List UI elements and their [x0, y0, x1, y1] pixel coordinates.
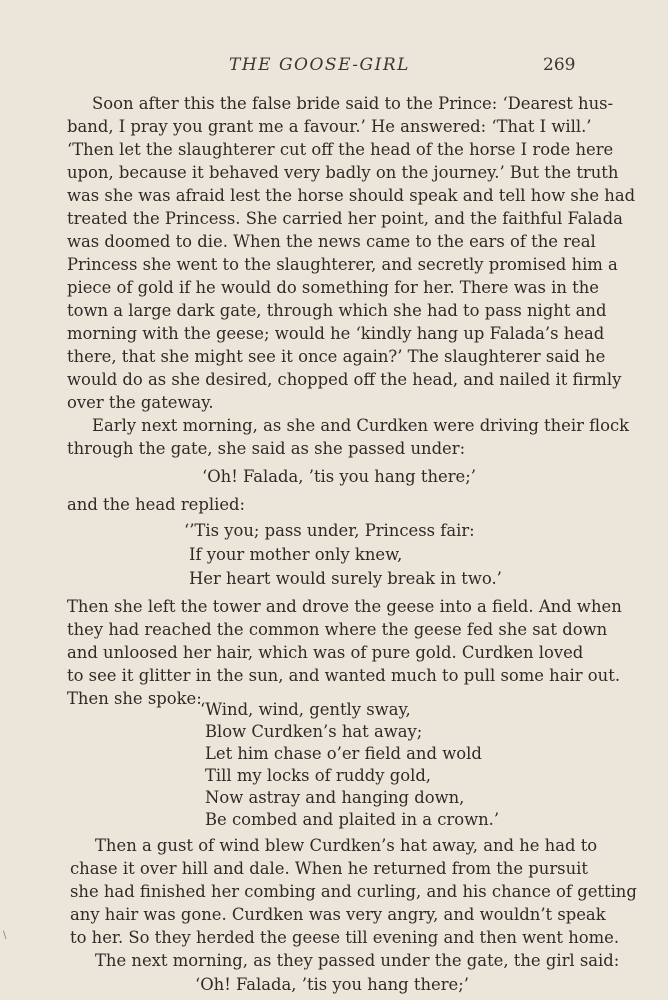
text-line: treated the Princess. She carried her point, and the faithful Falada: [67, 209, 623, 228]
running-title: THE GOOSE-GIRL: [229, 55, 410, 75]
text-line: there, that she might see it once again?’ The slaughterer said he: [67, 347, 606, 366]
verse-line: ‘Oh! Falada, ’tis you hang there;’: [195, 975, 469, 994]
running-head: [0, 55, 668, 79]
text-line: to see it glitter in the sun, and wanted much to pull some hair out.: [67, 666, 621, 685]
text-line: Then a gust of wind blew Curdken’s hat away, and he had to: [95, 836, 598, 855]
text-line: Early next morning, as she and Curdken were driving their flock: [92, 416, 630, 435]
text-line: was she was afraid lest the horse should speak and tell how she had: [67, 186, 636, 205]
text-line: Then she spoke:: [67, 689, 202, 708]
text-line: through the gate, she said as she passed under:: [67, 439, 466, 458]
text-line: The next morning, as they passed under the gate, the girl said:: [95, 951, 620, 970]
text-line: Princess she went to the slaughterer, and secretly promised him a: [67, 255, 618, 274]
text-line: Soon after this the false bride said to the Prince: ‘Dearest hus-: [92, 94, 614, 113]
text-line: band, I pray you grant me a favour.’ He answered: ‘That I will.’: [67, 117, 592, 136]
verse-line: ‘Wind, wind, gently sway,: [200, 700, 411, 719]
text-line: upon, because it behaved very badly on the journey.’ But the truth: [67, 163, 619, 182]
text-line: she had finished her combing and curling, and his chance of getting: [70, 882, 637, 901]
text-line: to her. So they herded the geese till evening and then went home.: [70, 928, 620, 947]
text-line: and unloosed her hair, which was of pure gold. Curdken loved: [67, 643, 584, 662]
verse-line: If your mother only knew,: [189, 545, 403, 564]
text-line: morning with the geese; would he ‘kindly hang up Falada’s head: [67, 324, 605, 343]
verse-line: Be combed and plaited in a crown.’: [205, 810, 500, 829]
text-line: they had reached the common where the geese fed she sat down: [67, 620, 608, 639]
text-line: was doomed to die. When the news came to the ears of the real: [67, 232, 596, 251]
verse-line: Till my locks of ruddy gold,: [205, 766, 432, 785]
text-line: over the gateway.: [67, 393, 214, 412]
text-line: and the head replied:: [67, 495, 246, 514]
verse-line: Let him chase o’er field and wold: [205, 744, 482, 763]
text-line: ‘Then let the slaughterer cut off the head of the horse I rode here: [67, 140, 614, 159]
verse-line: ‘Oh! Falada, ’tis you hang there;’: [202, 467, 476, 486]
verse-line: ‘’Tis you; pass under, Princess fair:: [184, 521, 475, 540]
verse-line: Blow Curdken’s hat away;: [205, 722, 423, 741]
text-line: chase it over hill and dale. When he returned from the pursuit: [70, 859, 588, 878]
text-line: Then she left the tower and drove the geese into a field. And when: [67, 597, 622, 616]
verse-line: Now astray and hanging down,: [205, 788, 465, 807]
text-line: town a large dark gate, through which she had to pass night and: [67, 301, 607, 320]
margin-mark: \: [3, 930, 7, 941]
page-number: 269: [543, 55, 576, 75]
verse-line: Her heart would surely break in two.’: [189, 569, 502, 588]
text-line: would do as she desired, chopped off the head, and nailed it firmly: [67, 370, 622, 389]
text-line: piece of gold if he would do something for her. There was in the: [67, 278, 599, 297]
text-line: any hair was gone. Curdken was very angry, and wouldn’t speak: [70, 905, 606, 924]
